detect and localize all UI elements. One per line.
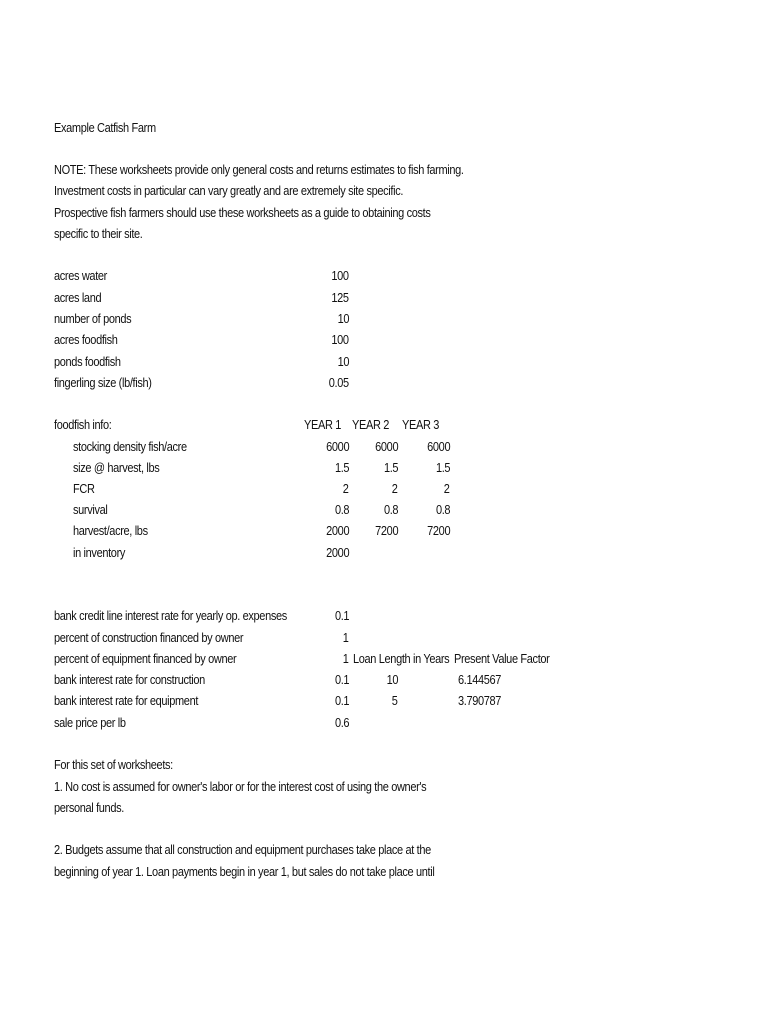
- foodfish-row-label: size @ harvest, lbs: [73, 461, 160, 475]
- notes-line: beginning of year 1. Loan payments begin in year 1, but sales do not take place until: [54, 865, 435, 879]
- foodfish-cell: 2000: [325, 546, 349, 560]
- note-line: Prospective fish farmers should use these worksheets as a guide to obtaining costs: [54, 206, 431, 220]
- foodfish-cell: 6000: [374, 440, 398, 454]
- param-value: 100: [331, 333, 349, 347]
- foodfish-cell: 1.5: [435, 461, 450, 475]
- loan-length-header: Loan Length in Years: [353, 652, 450, 666]
- param-label: number of ponds: [54, 312, 132, 326]
- page-title: Example Catfish Farm: [54, 121, 156, 135]
- finance-label: percent of construction financed by owner: [54, 631, 244, 645]
- loan-years-cell: 10: [386, 673, 398, 687]
- notes-line: 2. Budgets assume that all construction and equipment purchases take place at the: [54, 843, 431, 857]
- note-line: NOTE: These worksheets provide only general costs and returns estimates to fish farming.: [54, 163, 464, 177]
- foodfish-cell: 6000: [325, 440, 349, 454]
- foodfish-row-label: harvest/acre, lbs: [73, 524, 148, 538]
- param-label: acres water: [54, 269, 107, 283]
- param-label: acres foodfish: [54, 333, 118, 347]
- year-1-header: YEAR 1: [304, 418, 342, 432]
- foodfish-cell: 0.8: [435, 503, 450, 517]
- foodfish-cell: 1.5: [383, 461, 398, 475]
- foodfish-cell: 1.5: [334, 461, 349, 475]
- year-2-header: YEAR 2: [352, 418, 390, 432]
- foodfish-row-label: stocking density fish/acre: [73, 440, 187, 454]
- notes-line: personal funds.: [54, 801, 124, 815]
- finance-label: bank interest rate for equipment: [54, 694, 199, 708]
- foodfish-row-label: in inventory: [73, 546, 126, 560]
- note-line: specific to their site.: [54, 227, 143, 241]
- pv-factor-header: Present Value Factor: [454, 652, 550, 666]
- finance-value: 0.1: [334, 673, 349, 687]
- foodfish-row-label: survival: [73, 503, 108, 517]
- finance-value: 1: [343, 652, 349, 666]
- finance-label: bank interest rate for construction: [54, 673, 205, 687]
- foodfish-cell: 7200: [426, 524, 450, 538]
- foodfish-cell: 0.8: [383, 503, 398, 517]
- loan-years-cell: 5: [392, 694, 398, 708]
- param-value: 0.05: [328, 376, 349, 390]
- year-3-header: YEAR 3: [402, 418, 440, 432]
- note-line: Investment costs in particular can vary greatly and are extremely site specific.: [54, 184, 404, 198]
- finance-label: bank credit line interest rate for yearly op. expenses: [54, 609, 287, 623]
- param-label: ponds foodfish: [54, 355, 121, 369]
- param-label: fingerling size (lb/fish): [54, 376, 152, 390]
- foodfish-row-label: FCR: [73, 482, 95, 496]
- pv-factor-cell: 3.790787: [458, 694, 502, 708]
- param-label: acres land: [54, 291, 102, 305]
- foodfish-cell: 6000: [426, 440, 450, 454]
- finance-value: 0.6: [334, 716, 349, 730]
- param-value: 10: [337, 355, 349, 369]
- foodfish-cell: 0.8: [334, 503, 349, 517]
- foodfish-cell: 2: [444, 482, 450, 496]
- finance-value: 0.1: [334, 694, 349, 708]
- param-value: 100: [331, 269, 349, 283]
- param-value: 10: [337, 312, 349, 326]
- foodfish-cell: 2: [392, 482, 398, 496]
- finance-value: 1: [343, 631, 349, 645]
- finance-label: percent of equipment financed by owner: [54, 652, 237, 666]
- foodfish-header-label: foodfish info:: [54, 418, 112, 432]
- finance-label: sale price per lb: [54, 716, 126, 730]
- foodfish-cell: 7200: [374, 524, 398, 538]
- param-value: 125: [331, 291, 349, 305]
- foodfish-cell: 2: [343, 482, 349, 496]
- finance-value: 0.1: [334, 609, 349, 623]
- notes-heading: For this set of worksheets:: [54, 758, 173, 772]
- pv-factor-cell: 6.144567: [458, 673, 502, 687]
- foodfish-cell: 2000: [325, 524, 349, 538]
- notes-line: 1. No cost is assumed for owner's labor or for the interest cost of using the owner's: [54, 780, 427, 794]
